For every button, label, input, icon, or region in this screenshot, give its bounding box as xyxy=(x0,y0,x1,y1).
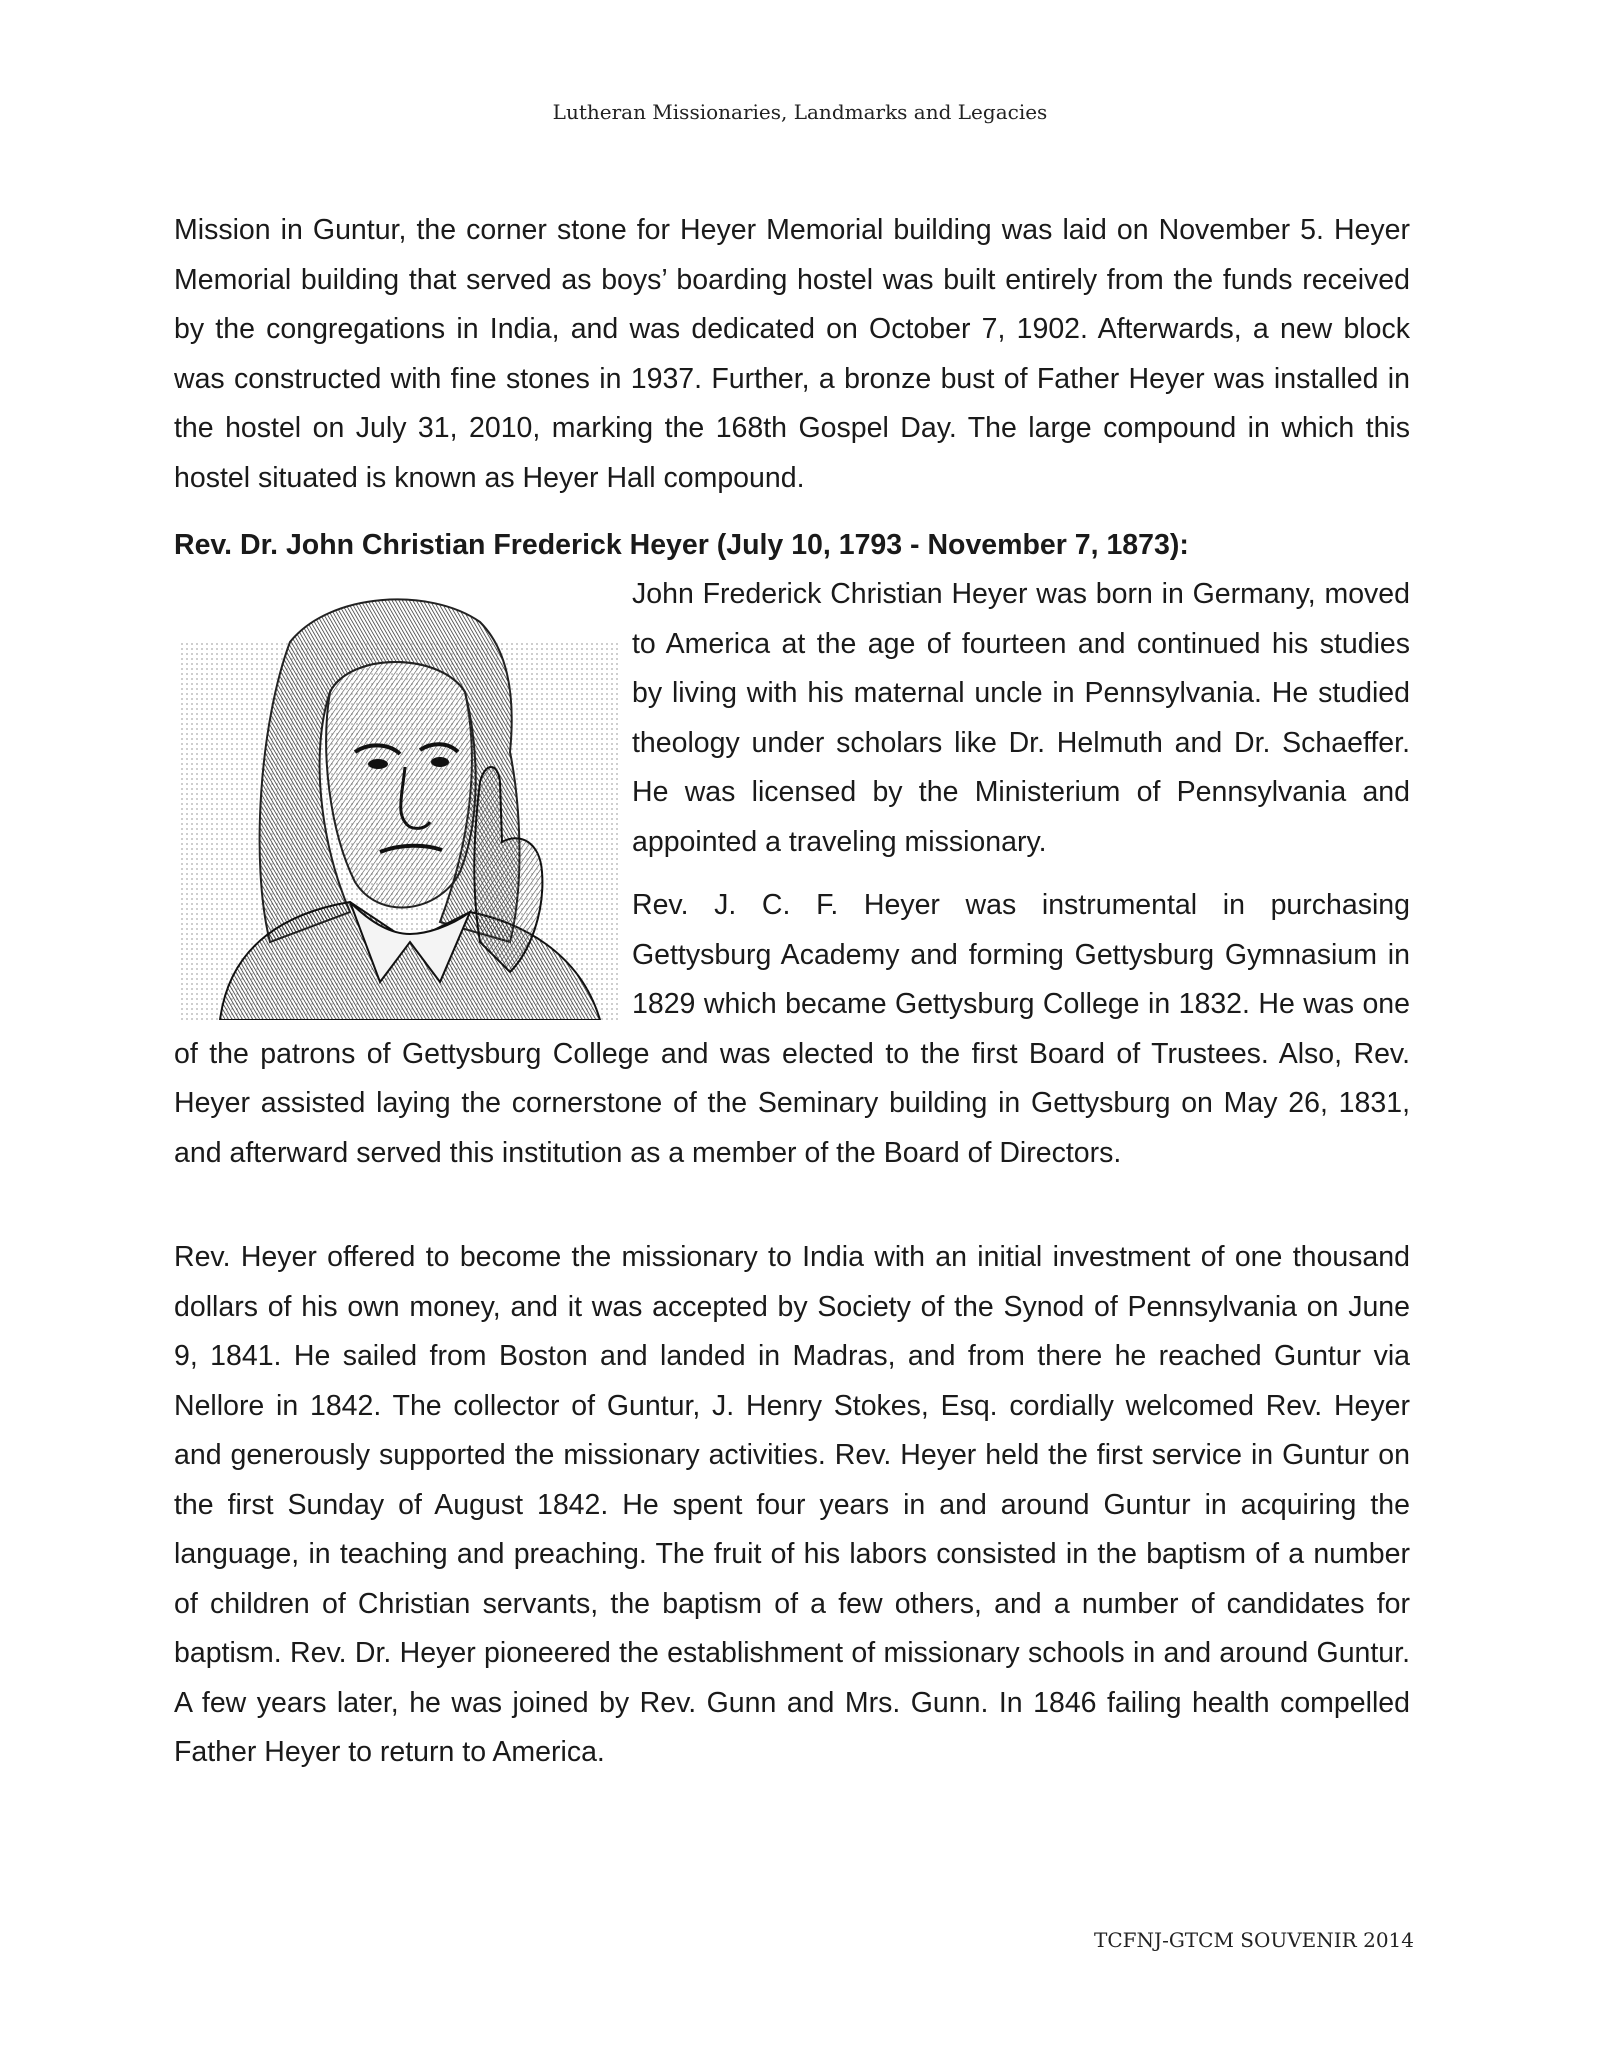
paragraph-text: Mission in Guntur, the corner stone for Heyer Memorial building was laid on November 5. Heyer Memorial building that served as boys’ boarding hostel was built entirely from the funds received by the congregations in India, and was dedicated on October 7, 1902. Afterwards, a new block was constructed with fine stones in 1937. Further, a bronze bust of Father Heyer was installed in the hostel on July 31, 2010, marking the 168th Gospel Day. The large compound in which this hostel situated is known as Heyer Hall compound. xyxy=(174,214,1410,494)
section-heading: Rev. Dr. John Christian Frederick Heyer (July 10, 1793 - November 7, 1873): xyxy=(174,529,1189,561)
paragraph-text: Rev. Heyer offered to become the missionary to India with an initial investment of one thousand dollars of his own money, and it was accepted by Society of the Synod of Pennsylvania on June 9, 1841. He sailed from Boston and landed in Madras, and from there he reached Guntur via Nellore in 1842. The collector of Guntur, J. Henry Stokes, Esq. cordially welcomed Rev. Heyer and generously supported the missionary activities. Rev. Heyer held the first service in Guntur on the first Sunday of August 1842. He spent four years in and around Guntur in acquiring the language, in teaching and preaching. The fruit of his labors consisted in the baptism of a number of children of Christian servants, the baptism of a few others, and a number of candidates for baptism. Rev. Dr. Heyer pioneered the establishment of missionary schools in and around Guntur. A few years later, he was joined by Rev. Gunn and Mrs. Gunn. In 1846 failing health compelled Father Heyer to return to America. xyxy=(174,1241,1410,1768)
biography-block xyxy=(174,570,1410,1178)
paragraph-text: John Frederick Christian Heyer was born in Germany, moved to America at the age of fourteen and continued his studies by living with his maternal uncle in Pennsylvania. He studied theology under scholars like Dr. Helmuth and Dr. Schaeffer. He was licensed by the Ministerium of Pennsylvania and appointed a traveling missionary. xyxy=(632,578,1410,858)
portrait-engraving-icon xyxy=(180,582,620,1020)
paragraph-mission xyxy=(174,1233,1410,1778)
running-header: Lutheran Missionaries, Landmarks and Legacies xyxy=(552,100,1048,124)
running-footer: TCFNJ-GTCM SOUVENIR 2014 xyxy=(1094,1928,1414,1952)
paragraph-text: Rev. J. C. F. Heyer was instrumental in purchasing Gettysburg Academy and forming Gettysburg Gymnasium in 1829 which became Gettysburg College in 1832. He was one of the patrons of Gettysburg College and was elected to the first Board of Trustees. Also, Rev. Heyer assisted laying the cornerstone of the Seminary building in Gettysburg on May 26, 1831, and afterward served this institution as a member of the Board of Directors. xyxy=(174,889,1410,1169)
paragraph-intro xyxy=(174,206,1410,503)
